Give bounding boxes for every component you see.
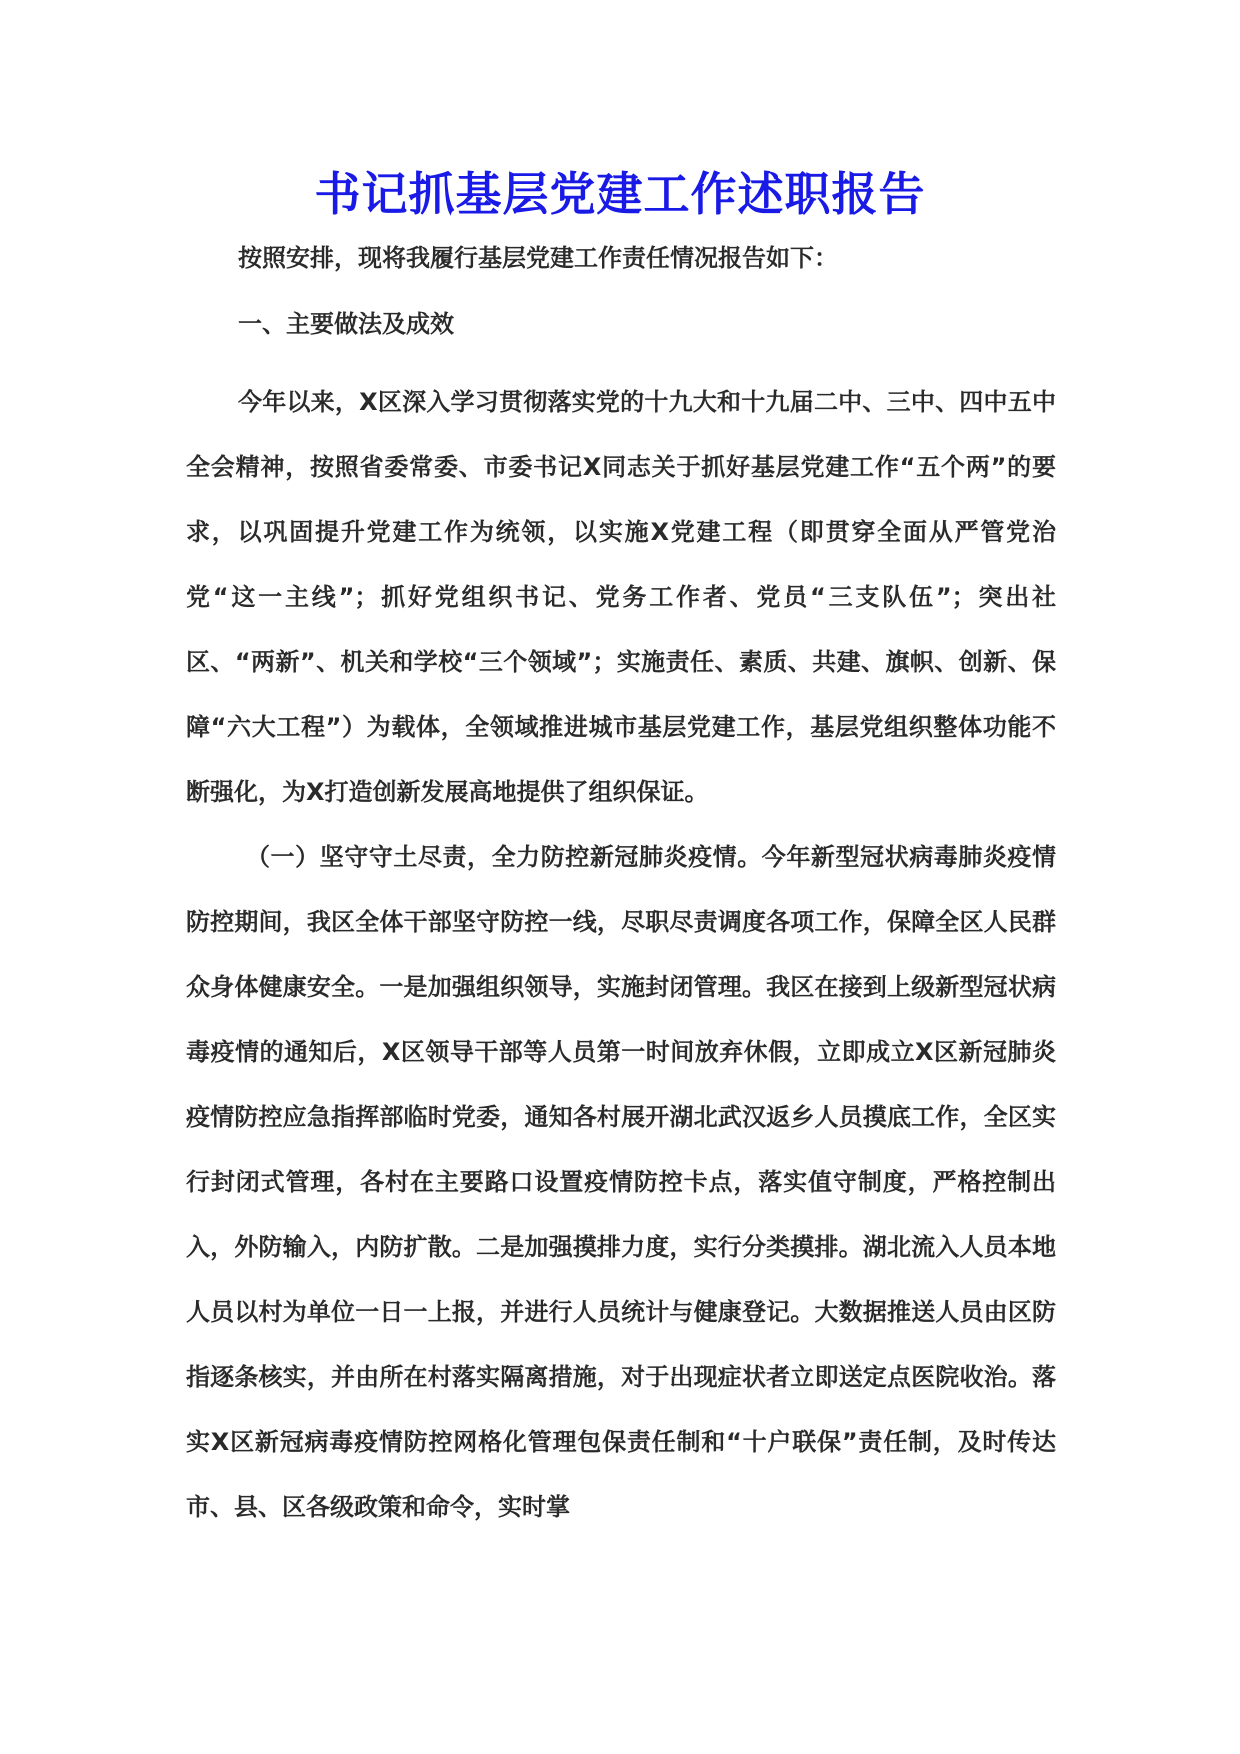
intro-paragraph: 按照安排，现将我履行基层党建工作责任情况报告如下： — [238, 244, 838, 272]
body-paragraph-1: 今年以来，X区深入学习贯彻落实党的十九大和十九届二中、三中、四中五中全会精神，按照省委常委、市委书记X同志关于抓好基层党建工作“五个两”的要求，以巩固提升党建工作为统领，以实施X党建工程（即贯穿全面从严管党治党“这一主线”；抓好党组织书记、党务工作者、党员“三支队伍”；突出社区、“两新”、机关和学校“三个领域”；实施责任、素质、共建、旗帜、创新、保障“六大工程”）为载体，全领域推进城市基层党建工作，基层党组织整体功能不断强化，为X打造创新发展高地提供了组织保证。 — [186, 388, 1056, 806]
body-paragraph-2: （一）坚守守土尽责，全力防控新冠肺炎疫情。今年新型冠状病毒肺炎疫情防控期间，我区全体干部坚守防控一线，尽职尽责调度各项工作，保障全区人民群众身体健康安全。一是加强组织领导，实施封闭管理。我区在接到上级新型冠状病毒疫情的通知后，X区领导干部等人员第一时间放弃休假，立即成立X区新冠肺炎疫情防控应急指挥部临时党委，通知各村展开湖北武汉返乡人员摸底工作，全区实行封闭式管理，各村在主要路口设置疫情防控卡点，落实值守制度，严格控制出入，外防输入，内防扩散。二是加强摸排力度，实行分类摸排。湖北流入人员本地人员以村为单位一日一上报，并进行人员统计与健康登记。大数据推送人员由区防指逐条核实，并由所在村落实隔离措施，对于出现症状者立即送定点医院收治。落实X区新冠病毒疫情防控网格化管理包保责任制和“十户联保”责任制，及时传达市、县、区各级政策和命令，实时掌 — [186, 843, 1056, 1521]
section-heading: 一、主要做法及成效 — [238, 310, 454, 338]
document-title: 书记抓基层党建工作述职报告 — [314, 167, 926, 221]
